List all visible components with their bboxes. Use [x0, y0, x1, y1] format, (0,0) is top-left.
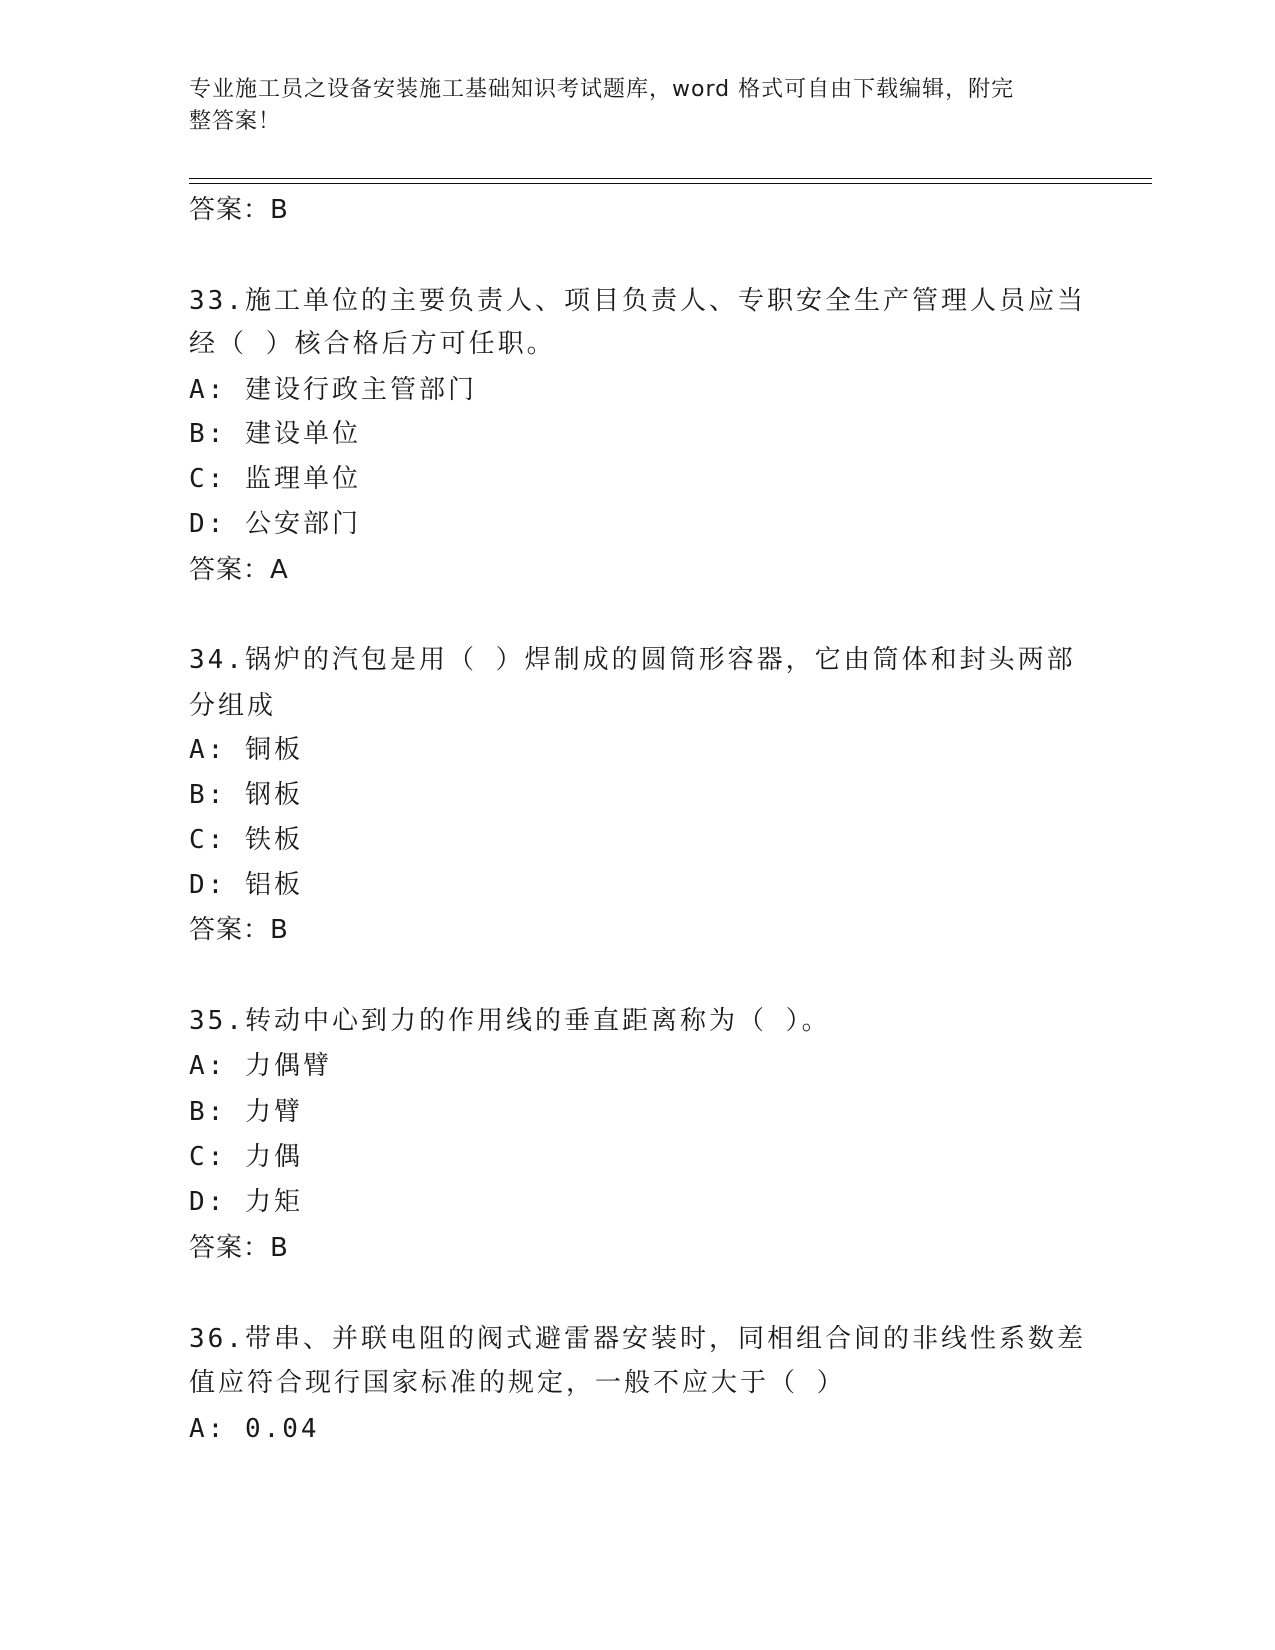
header-line-1: 专业施工员之设备安装施工基础知识考试题库，word 格式可自由下载编辑，附完: [189, 77, 1015, 102]
header-line-2: 整答案！: [189, 109, 282, 134]
answer-previous: 答案：B: [189, 195, 289, 225]
question-35-option-b: B: 力臂: [189, 1097, 303, 1127]
question-34-option-d: D: 铝板: [189, 870, 303, 900]
question-33-stem-line-2: 经（ ）核合格后方可任职。: [189, 329, 556, 359]
question-34-answer: 答案：B: [189, 915, 289, 945]
question-33-option-b: B: 建设单位: [189, 419, 361, 449]
header-divider-bottom: [189, 183, 1152, 184]
question-36-stem-line-2: 值应符合现行国家标准的规定，一般不应大于（ ）: [189, 1368, 846, 1398]
question-33-option-c: C: 监理单位: [189, 464, 361, 494]
question-34-option-a: A: 铜板: [189, 735, 303, 765]
question-34-option-b: B: 钢板: [189, 780, 303, 810]
question-33-stem-line-1: 33.施工单位的主要负责人、项目负责人、专职安全生产管理人员应当: [189, 286, 1086, 316]
question-36-stem-line-1: 36.带串、并联电阻的阀式避雷器安装时，同相组合间的非线性系数差: [189, 1324, 1086, 1354]
question-35-answer: 答案：B: [189, 1233, 289, 1263]
question-36-option-a: A: 0.04: [189, 1414, 320, 1444]
header-divider-top: [189, 178, 1152, 179]
question-35-stem-line-1: 35.转动中心到力的作用线的垂直距离称为（ ）。: [189, 1006, 831, 1036]
question-35-option-d: D: 力矩: [189, 1187, 303, 1217]
question-33-option-d: D: 公安部门: [189, 509, 361, 539]
question-34-option-c: C: 铁板: [189, 825, 303, 855]
question-34-stem-line-1: 34.锅炉的汽包是用（ ）焊制成的圆筒形容器，它由筒体和封头两部: [189, 645, 1076, 675]
question-33-answer: 答案：A: [189, 555, 289, 585]
question-34-stem-line-2: 分组成: [189, 691, 277, 721]
question-35-option-c: C: 力偶: [189, 1142, 303, 1172]
question-35-option-a: A: 力偶臂: [189, 1051, 332, 1081]
document-header: [189, 74, 1069, 138]
question-33-option-a: A: 建设行政主管部门: [189, 375, 477, 405]
